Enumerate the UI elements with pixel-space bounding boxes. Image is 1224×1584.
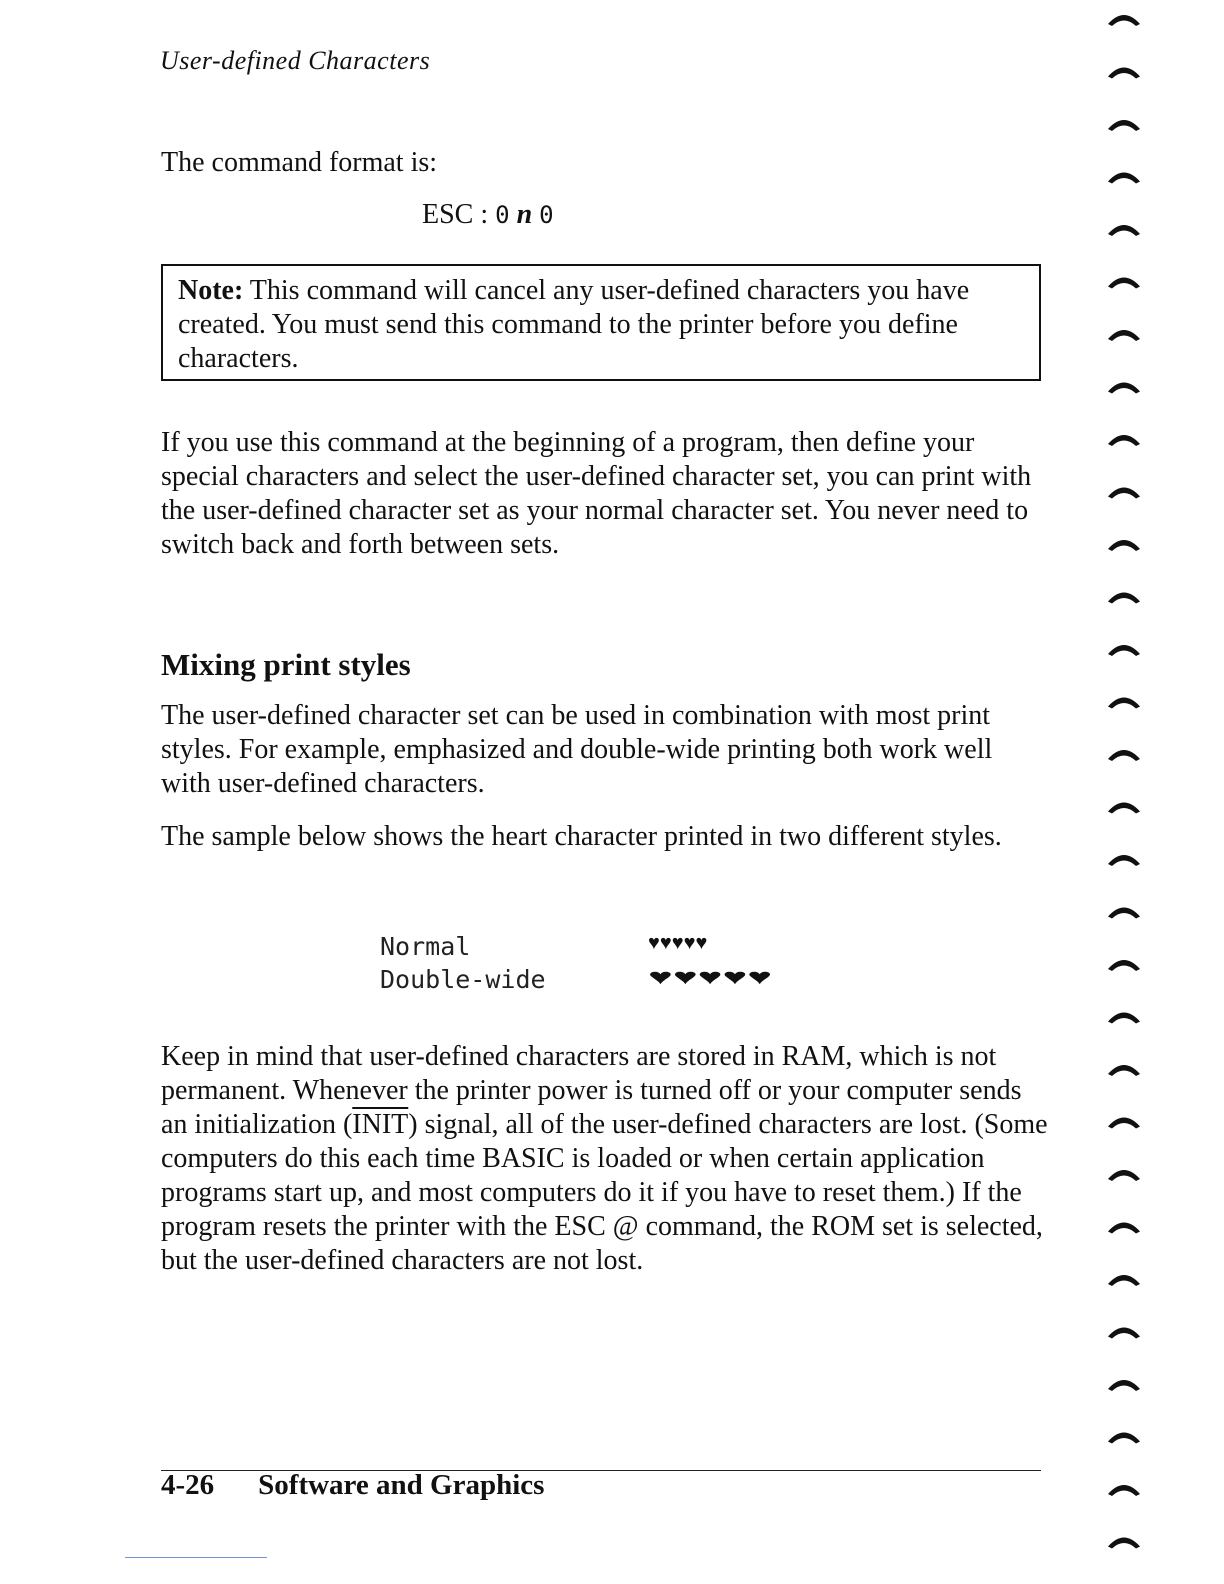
footer-title: Software and Graphics xyxy=(258,1469,545,1501)
paragraph-4-part-a: Keep in mind that user-defined characters are stored in RAM, which is not permanent. Whenever the printer power is turned off or your computer sends an initialization ( xyxy=(161,1041,1022,1140)
binding-ring xyxy=(1108,593,1140,604)
command-colon: : xyxy=(480,199,489,230)
intro-text: The command format is: xyxy=(161,147,438,178)
binding-ring xyxy=(1108,68,1140,79)
section-heading: Mixing print styles xyxy=(161,647,411,682)
binding-ring xyxy=(1108,1433,1140,1444)
binding-ring xyxy=(1108,488,1140,499)
init-signal: INIT xyxy=(352,1109,409,1140)
binding-ring xyxy=(1108,1065,1140,1076)
command-var: n xyxy=(516,199,533,230)
paragraph-4 xyxy=(161,1040,1051,1278)
binding-ring xyxy=(1108,645,1140,656)
command-arg1: 0 xyxy=(495,201,510,229)
binding-ring xyxy=(1108,435,1140,446)
sample-wide-hearts: ♥♥♥♥♥ xyxy=(648,964,773,989)
command-esc: ESC xyxy=(422,199,474,230)
binding-ring xyxy=(1108,960,1140,971)
note-label: Note: xyxy=(178,275,244,306)
paragraph-3: The sample below shows the heart character printed in two different styles. xyxy=(161,821,1002,852)
binding-ring xyxy=(1108,1118,1140,1129)
note-text: This command will cancel any user-defined characters you have created. You must send this command to the printer before you define characters. xyxy=(178,275,970,374)
paragraph-2: The user-defined character set can be used in combination with most print styles. For example, emphasized and double-wide printing both work well with user-defined characters. xyxy=(161,700,993,799)
sample-wide-label: Double-wide xyxy=(380,965,546,994)
binding-ring xyxy=(1108,330,1140,341)
binding-ring xyxy=(1108,173,1140,184)
binding-ring xyxy=(1108,540,1140,551)
binding-ring xyxy=(1108,1275,1140,1286)
footer xyxy=(161,1469,544,1502)
binding-ring xyxy=(1108,278,1140,289)
binding-ring xyxy=(1108,383,1140,394)
binding-ring xyxy=(1108,750,1140,761)
binding-ring xyxy=(1108,1485,1140,1496)
binding-ring xyxy=(1108,803,1140,814)
binding-ring xyxy=(1108,1328,1140,1339)
binding-ring xyxy=(1108,908,1140,919)
sample-normal-hearts: ♥♥♥♥♥ xyxy=(648,932,708,954)
sample-normal-label: Normal xyxy=(380,932,471,961)
paragraph-4-part-b: ) signal, all of the user-defined characters are lost. (Some computers do this each time BASIC is loaded or when certain application programs start up, and most computers do it if you have to reset them.) If the program resets the printer with the ESC @ command, the ROM set is selected, but the user-defined characters are not lost. xyxy=(161,1109,1048,1276)
binding-ring xyxy=(1108,15,1140,26)
binding-ring xyxy=(1108,225,1140,236)
command-arg2: 0 xyxy=(539,201,554,229)
binding-ring xyxy=(1108,120,1140,131)
running-head: User-defined Characters xyxy=(160,46,431,75)
binding-rings xyxy=(1104,0,1144,1584)
binding-ring xyxy=(1108,1013,1140,1024)
command-format xyxy=(422,199,554,231)
binding-ring xyxy=(1108,698,1140,709)
scan-edge-line xyxy=(125,1557,267,1558)
binding-ring xyxy=(1108,1223,1140,1234)
note-box xyxy=(161,264,1041,381)
page-number: 4-26 xyxy=(161,1469,215,1501)
paragraph-1: If you use this command at the beginning of a program, then define your special characters and select the user-defined character set, you can print with the user-defined character set as your normal character set. You never need to switch back and forth between sets. xyxy=(161,427,1032,560)
binding-ring xyxy=(1108,1380,1140,1391)
binding-ring xyxy=(1108,1170,1140,1181)
binding-ring xyxy=(1108,855,1140,866)
binding-ring xyxy=(1108,1538,1140,1549)
